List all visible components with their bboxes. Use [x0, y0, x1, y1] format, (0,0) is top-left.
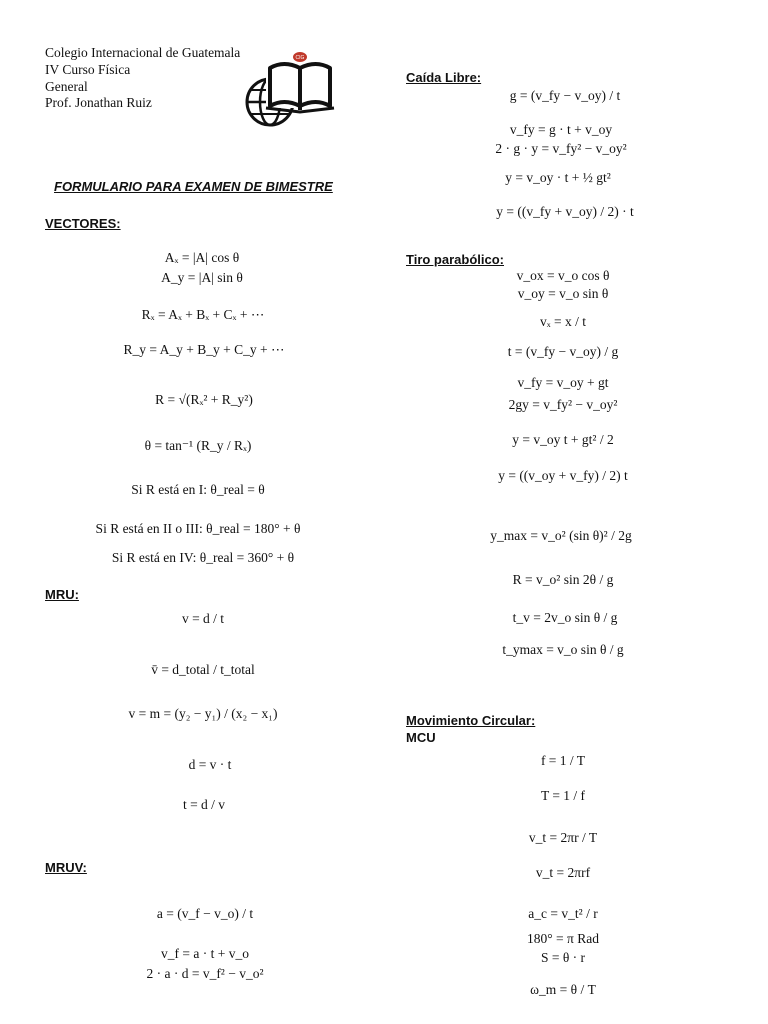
formula-tiro-torricelli: 2gy = v_fy² − v_oy²: [508, 397, 618, 412]
section-heading-movimiento-circular: Movimiento Circular:: [406, 713, 536, 728]
formula-tiro-time-ymax: t_ymax = v_o sin θ / g: [502, 642, 624, 657]
section-heading-mruv: MRUV:: [45, 860, 87, 875]
formula-tiro-ymax: y_max = v_o² (sin θ)² / 2g: [490, 528, 632, 543]
formula-theta: θ = tan⁻¹ (R_y / Rₓ): [144, 438, 252, 453]
formula-ay: A_y = |A| sin θ: [161, 270, 243, 285]
course-track: General: [45, 78, 88, 94]
page-title: FORMULARIO PARA EXAMEN DE BIMESTRE: [54, 179, 333, 194]
formula-mru-speed: v = d / t: [181, 611, 225, 626]
formula-mru-slope: v = m = (y₂ − y₁) / (x₂ − x₁): [128, 706, 278, 721]
formula-mcu-arc-length: S = θ · r: [540, 950, 586, 965]
section-heading-vectores: VECTORES:: [45, 216, 121, 231]
formula-mcu-tangential-speed: v_t = 2πr / T: [528, 830, 598, 845]
formula-mcu-radian-conversion: 180° = π Rad: [527, 931, 599, 946]
course-name: IV Curso Física: [45, 61, 131, 77]
formula-tiro-vx: vₓ = x / t: [539, 314, 587, 329]
section-heading-tiro-parabolico: Tiro parabólico:: [406, 252, 504, 267]
formula-tiro-average-height: y = ((v_oy + v_fy) / 2) t: [498, 468, 628, 483]
rule-quadrant-2-3: Si R está en II o III: θ_real = 180° + θ: [95, 521, 301, 536]
rule-quadrant-1: Si R está en I: θ_real = θ: [131, 482, 265, 497]
formula-ry: R_y = A_y + B_y + C_y + ⋯: [123, 342, 285, 357]
formula-tiro-voy: v_oy = v_o sin θ: [517, 286, 609, 301]
teacher-name: Prof. Jonathan Ruiz: [45, 95, 152, 111]
formula-tiro-flight-time: t_v = 2v_o sin θ / g: [512, 610, 618, 625]
formula-caida-final-speed: v_fy = g · t + v_oy: [509, 122, 613, 137]
formula-ax: Aₓ = |A| cos θ: [164, 250, 240, 265]
formula-tiro-vfy: v_fy = v_oy + gt: [517, 375, 609, 390]
formula-mcu-period: T = 1 / f: [540, 788, 586, 803]
formula-mru-time: t = d / v: [182, 797, 226, 812]
school-logo-icon: [244, 50, 340, 128]
formula-rx: Rₓ = Aₓ + Bₓ + Cₓ + ⋯: [141, 307, 265, 322]
formula-mru-distance: d = v · t: [188, 757, 232, 772]
formula-mru-average-speed: v̄ = d_total / t_total: [151, 662, 255, 677]
formula-r-magnitude: R = √(Rₓ² + R_y²): [155, 392, 253, 407]
section-heading-mru: MRU:: [45, 587, 79, 602]
formula-caida-average: y = ((v_fy + v_oy) / 2) · t: [496, 204, 634, 219]
formula-tiro-time: t = (v_fy − v_oy) / g: [507, 344, 619, 359]
rule-quadrant-4: Si R está en IV: θ_real = 360° + θ: [111, 550, 295, 565]
subheading-mcu: MCU: [406, 730, 436, 745]
document-header: [45, 45, 240, 112]
logo-badge-text: CIG: [295, 55, 305, 61]
formula-mcu-frequency: f = 1 / T: [540, 753, 586, 768]
school-name: Colegio Internacional de Guatemala: [45, 45, 241, 60]
formula-mruv-torricelli: 2 · a · d = v_f² − v_o²: [146, 966, 264, 981]
formula-mcu-tangential-speed-f: v_t = 2πrf: [535, 865, 591, 880]
formula-mcu-centripetal: a_c = v_t² / r: [528, 906, 598, 921]
formula-tiro-vox: v_ox = v_o cos θ: [516, 268, 610, 283]
formula-caida-torricelli: 2 · g · y = v_fy² − v_oy²: [495, 141, 627, 156]
formula-mruv-acceleration: a = (v_f − v_o) / t: [156, 906, 254, 921]
formula-mruv-final-speed: v_f = a · t + v_o: [161, 946, 249, 961]
formula-mcu-angular-speed: ω_m = θ / T: [530, 982, 596, 997]
formula-caida-gravity: g = (v_fy − v_oy) / t: [509, 88, 621, 103]
section-heading-caida-libre: Caída Libre:: [406, 70, 482, 85]
formula-caida-position: y = v_oy · t + ½ gt²: [505, 170, 611, 185]
formula-tiro-range: R = v_o² sin 2θ / g: [512, 572, 614, 587]
formula-tiro-height: y = v_oy t + gt² / 2: [512, 432, 614, 447]
